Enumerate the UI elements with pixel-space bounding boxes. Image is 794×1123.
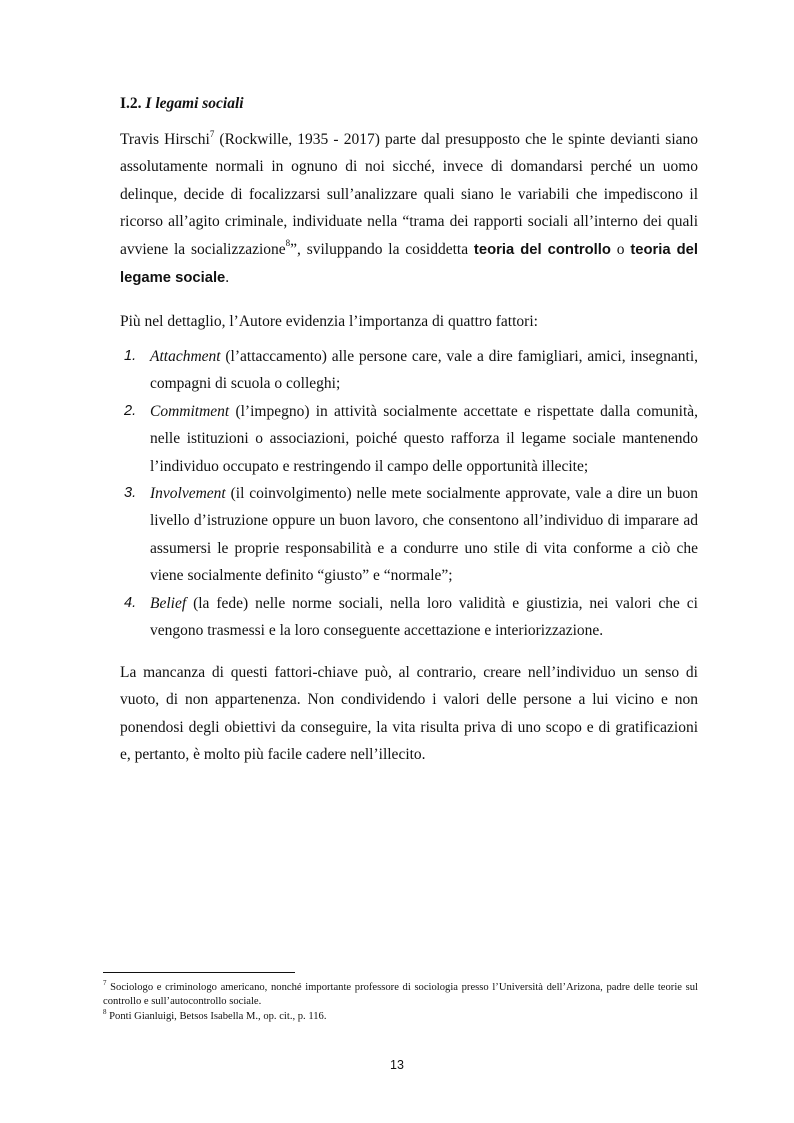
- footnote-separator: [103, 972, 295, 973]
- factor-text: (la fede) nelle norme sociali, nella loro validità e giustizia, nei valori che ci vengono trasmessi e la loro conseguente accettazione e interiorizzazione.: [150, 594, 698, 640]
- footnotes: [103, 981, 698, 1024]
- intro-text-c: o: [610, 240, 631, 258]
- lead-paragraph: [120, 308, 698, 335]
- factor-term: Involvement: [150, 485, 226, 503]
- footnote-ref-8[interactable]: 8: [285, 238, 291, 249]
- intro-text-b: ”, sviluppando la cosiddetta: [290, 240, 474, 258]
- list-item: [120, 398, 698, 480]
- list-item: [120, 590, 698, 645]
- factor-text: (il coinvolgimento) nelle mete socialmente approvate, vale a dire un buon livello d’istruzione oppure un buon lavoro, che consentono all’individuo di imparare ad assumersi le proprie responsabilità e a condurre uno stile di vita conforme a ciò che viene socialmente definito “giusto” e “normale”;: [150, 485, 698, 585]
- footnote-text: Sociologo e criminologo americano, nonché importante professore di sociologia presso l’Università dell’Arizona, padre delle teorie sul controllo e sull’autocontrollo sociale.: [103, 982, 698, 1008]
- footnote-number: 7: [103, 979, 107, 988]
- footnote-ref-7[interactable]: 7: [209, 128, 215, 139]
- list-marker: 2.: [124, 402, 137, 419]
- factor-term: Attachment: [150, 348, 221, 365]
- intro-paragraph: [120, 126, 698, 292]
- term-social-bond-theory: teoria del legame sociale: [120, 241, 699, 287]
- conclusion-paragraph: [120, 659, 698, 769]
- author-name: Travis Hirschi: [120, 131, 210, 148]
- list-marker: 1.: [124, 348, 137, 364]
- factor-text: (l’attaccamento) alle persone care, vale a dire famigliari, amici, insegnanti, compagni di scuola o colleghi;: [150, 348, 698, 393]
- lead-text: Più nel dettaglio, l’Autore evidenzia l’importanza di quattro fattori:: [120, 313, 538, 330]
- list-item: [120, 480, 698, 590]
- section-title: I legami sociali: [145, 95, 244, 112]
- section-number: I.2.: [120, 95, 142, 112]
- list-marker: 4.: [124, 594, 137, 611]
- term-control-theory: teoria del controllo: [473, 241, 611, 258]
- factor-term: Belief: [150, 594, 187, 612]
- factors-list: [120, 343, 698, 644]
- conclusion-text: La mancanza di questi fattori-chiave può, al contrario, creare nell’individuo un senso di vuoto, di non appartenenza. Non condividendo i valori delle persone a lui vicino e non ponendosi degli obiettivi da conseguire, la vita risulta priva di uno scopo e di gratificazioni e, pertanto, è molto più facile cadere nell’illecito.: [120, 664, 698, 764]
- footnote-number: 8: [103, 1008, 107, 1017]
- section-heading: [120, 94, 244, 114]
- factor-term: Commitment: [150, 402, 230, 420]
- list-item: [120, 343, 698, 398]
- footnote-8: [103, 1010, 698, 1024]
- intro-text-a: (Rockwille, 1935 - 2017) parte dal presupposto che le spinte devianti siano assolutamente normali in ognuno di noi sicché, invece di domandarsi perché un uomo delinque, decide di focalizzarsi sull’analizzare quali siano le variabili che impediscono il ricorso all’agito criminale, individuate nella “trama dei rapporti sociali all’interno dei quali avviene la socializzazione: [120, 131, 699, 258]
- footnote-text: Ponti Gianluigi, Betsos Isabella M., op. cit., p. 116.: [106, 1010, 327, 1022]
- page-number: 13: [390, 1058, 404, 1072]
- footnote-7: [103, 981, 698, 1010]
- list-marker: 3.: [124, 485, 137, 502]
- factor-text: (l’impegno) in attività socialmente accettate e rispettate dalla comunità, nelle istituzioni o associazioni, poiché questo rafforza il legame sociale mantenendo l’individuo occupato e restringendo il campo delle opportunità illecite;: [150, 402, 698, 475]
- intro-text-d: .: [225, 269, 230, 287]
